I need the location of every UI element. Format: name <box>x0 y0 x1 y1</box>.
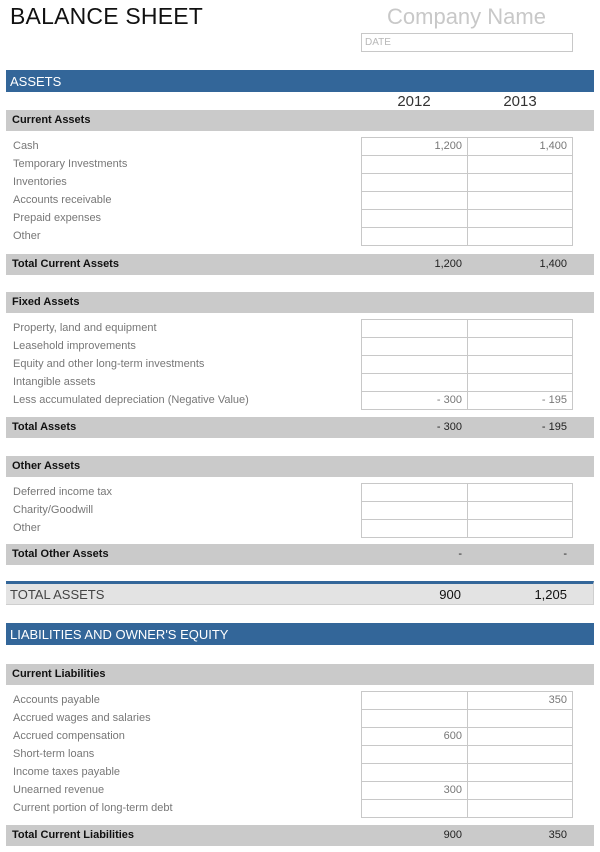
row-label-income-taxes-payable: Income taxes payable <box>13 766 121 778</box>
short-term-loans-2013-cell[interactable] <box>467 745 573 764</box>
row-label-leasehold: Leasehold improvements <box>13 340 136 352</box>
other-current-2012-cell[interactable] <box>361 227 468 246</box>
row-label-accrued-compensation: Accrued compensation <box>13 730 125 742</box>
income-taxes-payable-2013-cell[interactable] <box>467 763 573 782</box>
deferred-income-tax-2012-cell[interactable] <box>361 483 468 502</box>
accrued-wages-2012-cell[interactable] <box>361 709 468 728</box>
equity-investments-2013-cell[interactable] <box>467 355 573 374</box>
short-term-loans-2012-cell[interactable] <box>361 745 468 764</box>
accounts-payable-2013-cell[interactable]: 350 <box>467 691 573 710</box>
row-label-prepaid-expenses: Prepaid expenses <box>13 212 102 224</box>
row-label-accrued-wages: Accrued wages and salaries <box>13 712 151 724</box>
total-assets-2013: 1,205 <box>534 587 567 602</box>
temporary-investments-2013-cell[interactable] <box>467 155 573 174</box>
income-taxes-payable-2012-cell[interactable] <box>361 763 468 782</box>
total-current-assets-row <box>6 254 594 275</box>
prepaid-expenses-2013-cell[interactable] <box>467 209 573 228</box>
accrued-wages-2013-cell[interactable] <box>467 709 573 728</box>
intangible-2012-cell[interactable] <box>361 373 468 392</box>
page-title: BALANCE SHEET <box>10 3 204 29</box>
total-other-assets-2012: - <box>458 548 462 560</box>
row-label-unearned-revenue: Unearned revenue <box>13 784 105 796</box>
accounts-payable-2012-cell[interactable] <box>361 691 468 710</box>
row-label-inventories: Inventories <box>13 176 67 188</box>
year-2013-header: 2013 <box>503 93 537 110</box>
other-assets-header: Other Assets <box>6 456 594 477</box>
total-assets-label: TOTAL ASSETS <box>10 587 105 602</box>
leasehold-2013-cell[interactable] <box>467 337 573 356</box>
total-current-assets-2012: 1,200 <box>434 258 462 270</box>
total-other-assets-label: Total Other Assets <box>12 548 109 560</box>
depreciation-2012-cell[interactable]: - 300 <box>361 391 468 410</box>
equity-investments-2012-cell[interactable] <box>361 355 468 374</box>
row-label-accounts-payable: Accounts payable <box>13 694 100 706</box>
other-current-2013-cell[interactable] <box>467 227 573 246</box>
inventories-2013-cell[interactable] <box>467 173 573 192</box>
fixed-assets-header: Fixed Assets <box>6 292 594 313</box>
unearned-revenue-2013-cell[interactable] <box>467 781 573 800</box>
row-label-depreciation: Less accumulated depreciation (Negative Value) <box>13 394 249 406</box>
current-portion-debt-2013-cell[interactable] <box>467 799 573 818</box>
total-current-assets-label: Total Current Assets <box>12 258 119 270</box>
row-label-equity-investments: Equity and other long-term investments <box>13 358 205 370</box>
accounts-receivable-2013-cell[interactable] <box>467 191 573 210</box>
total-other-assets-2013: - <box>563 548 567 560</box>
temporary-investments-2012-cell[interactable] <box>361 155 468 174</box>
row-label-charity-goodwill: Charity/Goodwill <box>13 504 94 516</box>
total-assets-row <box>6 581 594 605</box>
company-name-field[interactable]: Company Name <box>387 4 546 29</box>
row-label-cash: Cash <box>13 140 39 152</box>
row-label-intangible: Intangible assets <box>13 376 96 388</box>
year-2012-header: 2012 <box>397 93 431 110</box>
year-headers <box>361 93 573 110</box>
other-assets-other-2013-cell[interactable] <box>467 519 573 538</box>
row-label-short-term-loans: Short-term loans <box>13 748 95 760</box>
deferred-income-tax-2013-cell[interactable] <box>467 483 573 502</box>
total-fixed-assets-2012: - 300 <box>436 421 462 433</box>
total-current-liabilities-label: Total Current Liabilities <box>12 829 135 841</box>
current-portion-debt-2012-cell[interactable] <box>361 799 468 818</box>
total-other-assets-row <box>6 544 594 565</box>
total-current-liabilities-2012: 900 <box>443 829 462 841</box>
total-current-liabilities-2013: 350 <box>548 829 567 841</box>
inventories-2012-cell[interactable] <box>361 173 468 192</box>
date-field[interactable]: DATE <box>361 33 573 52</box>
intangible-2013-cell[interactable] <box>467 373 573 392</box>
liabilities-band: LIABILITIES AND OWNER'S EQUITY <box>6 623 594 645</box>
current-liabilities-header: Current Liabilities <box>6 664 594 685</box>
row-label-current-portion-debt: Current portion of long-term debt <box>13 802 173 814</box>
unearned-revenue-2012-cell[interactable]: 300 <box>361 781 468 800</box>
total-fixed-assets-row <box>6 417 594 438</box>
assets-band: ASSETS <box>6 70 594 92</box>
total-current-liabilities-row <box>6 825 594 846</box>
total-fixed-assets-label: Total Assets <box>12 421 77 433</box>
accounts-receivable-2012-cell[interactable] <box>361 191 468 210</box>
depreciation-2013-cell[interactable]: - 195 <box>467 391 573 410</box>
total-current-assets-2013: 1,400 <box>539 258 567 270</box>
total-fixed-assets-2013: - 195 <box>541 421 567 433</box>
charity-goodwill-2012-cell[interactable] <box>361 501 468 520</box>
accrued-compensation-2013-cell[interactable] <box>467 727 573 746</box>
row-label-other-current: Other <box>13 230 41 242</box>
cash-2013-cell[interactable]: 1,400 <box>467 137 573 156</box>
leasehold-2012-cell[interactable] <box>361 337 468 356</box>
row-label-property: Property, land and equipment <box>13 322 157 334</box>
charity-goodwill-2013-cell[interactable] <box>467 501 573 520</box>
cash-2012-cell[interactable]: 1,200 <box>361 137 468 156</box>
other-assets-other-2012-cell[interactable] <box>361 519 468 538</box>
property-2013-cell[interactable] <box>467 319 573 338</box>
property-2012-cell[interactable] <box>361 319 468 338</box>
prepaid-expenses-2012-cell[interactable] <box>361 209 468 228</box>
row-label-temporary-investments: Temporary Investments <box>13 158 128 170</box>
total-assets-2012: 900 <box>439 587 461 602</box>
row-label-deferred-income-tax: Deferred income tax <box>13 486 113 498</box>
row-label-accounts-receivable: Accounts receivable <box>13 194 112 206</box>
row-label-other-assets-other: Other <box>13 522 41 534</box>
accrued-compensation-2012-cell[interactable]: 600 <box>361 727 468 746</box>
current-assets-header: Current Assets <box>6 110 594 131</box>
